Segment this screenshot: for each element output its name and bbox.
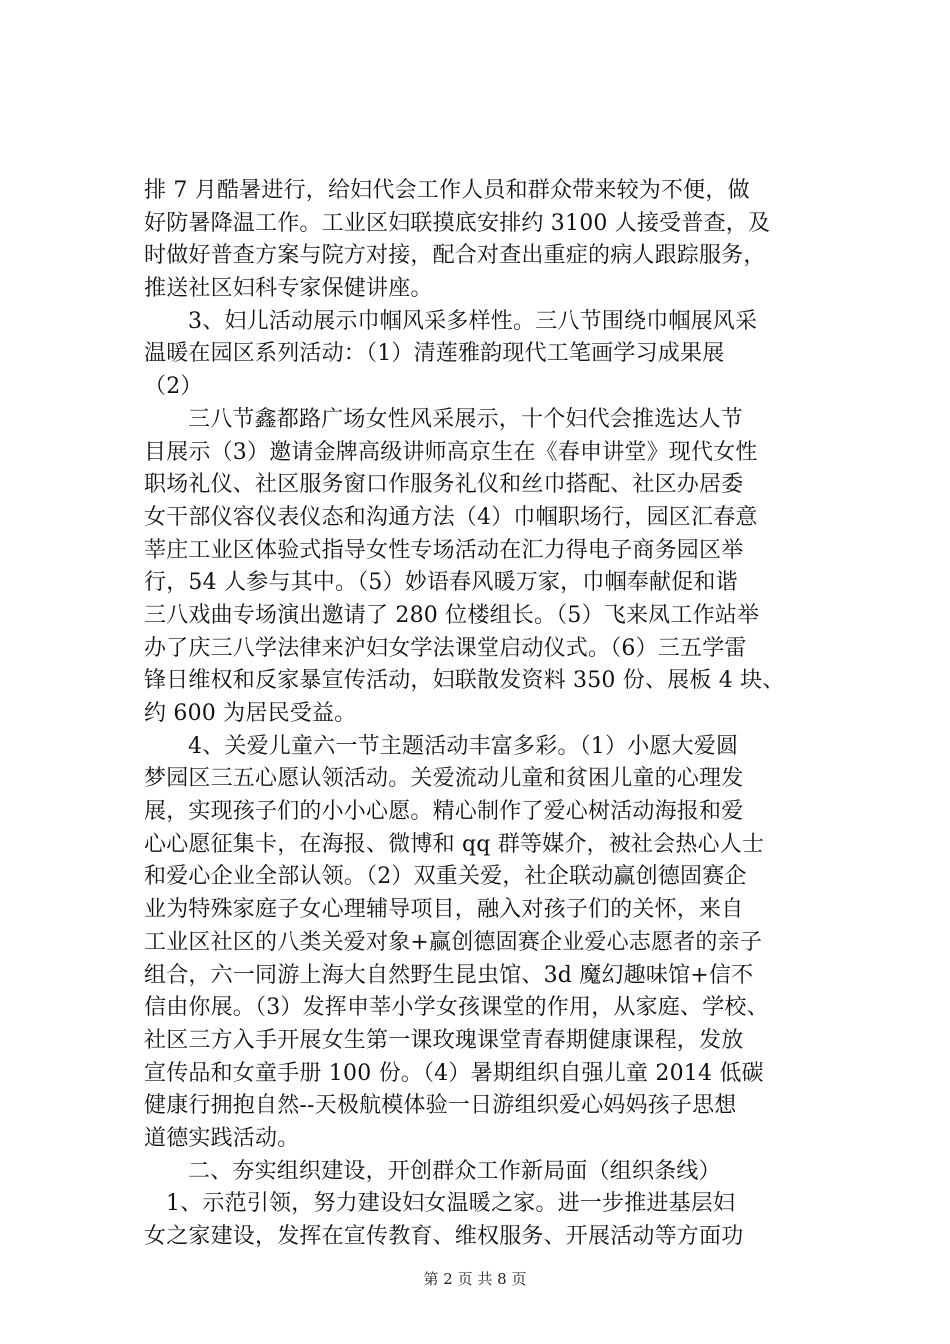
body-line: 职场礼仪、社区服务窗口作服务礼仪和丝巾搭配、社区办居委 xyxy=(144,472,744,498)
body-line: 1、示范引领，努力建设妇女温暖之家。进一步推进基层妇 xyxy=(166,1191,736,1217)
body-line: 道德实践活动。 xyxy=(144,1125,300,1151)
body-line: 时做好普查方案与院方对接，配合对查出重症的病人跟踪服务， xyxy=(144,243,766,269)
body-line: 女之家建设，发挥在宣传教育、维权服务、开展活动等方面功 xyxy=(144,1224,744,1249)
body-line: 业为特殊家庭子女心理辅导项目，融入对孩子们的关怀，来自 xyxy=(144,897,744,923)
body-line: 排 7 月酷暑进行，给妇代会工作人员和群众带来较为不便，做 xyxy=(144,178,750,203)
body-line: 健康行拥抱自然--天极航模体验一日游组织爱心妈妈孩子思想 xyxy=(144,1093,737,1119)
body-line: 办了庆三八学法律来沪妇女学法课堂启动仪式。（6）三五学雷 xyxy=(144,635,747,661)
document-body xyxy=(144,175,834,1254)
body-line: 行，54 人参与其中。（5）妙语春风暖万家，巾帼奉献促和谐 xyxy=(144,570,738,596)
body-line: 女干部仪容仪表仪态和沟通方法（4）巾帼职场行，园区汇春意 xyxy=(144,504,758,530)
body-line: 莘庄工业区体验式指导女性专场活动在汇力得电子商务园区举 xyxy=(144,537,744,563)
body-line: （2） xyxy=(144,374,203,400)
body-line: 信由你展。（3）发挥申莘小学女孩课堂的作用，从家庭、学校、 xyxy=(144,995,769,1021)
section-heading: 二、夯实组织建设，开创群众工作新局面（组织条线） xyxy=(188,1158,721,1184)
body-line: 好防暑降温工作。工业区妇联摸底安排约 3100 人接受普查，及 xyxy=(144,210,771,236)
body-line: 工业区社区的八类关爱对象+赢创德固赛企业爱心志愿者的亲子 xyxy=(144,929,763,955)
page-number-footer: 第 2 页 共 8 页 xyxy=(423,1270,527,1288)
body-line: 三八戏曲专场演出邀请了 280 位楼组长。（5）飞来凤工作站举 xyxy=(144,602,760,628)
body-line: 3、妇儿活动展示巾帼风采多样性。三八节围绕巾帼展风采 xyxy=(188,308,758,334)
body-line: 宣传品和女童手册 100 份。（4）暑期组织自强儿童 2014 低碳 xyxy=(144,1060,764,1086)
body-line: 三八节鑫都路广场女性风采展示，十个妇代会推选达人节 xyxy=(188,406,744,432)
body-line: 梦园区三五心愿认领活动。关爱流动儿童和贫困儿童的心理发 xyxy=(144,766,744,792)
body-line: 展，实现孩子们的小小心愿。精心制作了爱心树活动海报和爱 xyxy=(144,799,744,825)
body-line: 4、关爱儿童六一节主题活动丰富多彩。（1）小愿大爱圆 xyxy=(188,733,739,759)
body-line: 推送社区妇科专家保健讲座。 xyxy=(144,276,433,302)
body-line: 目展示（3）邀请金牌高级讲师高京生在《春申讲堂》现代女性 xyxy=(144,439,758,465)
body-line: 心心愿征集卡，在海报、微博和 qq 群等媒介，被社会热心人士 xyxy=(144,831,765,857)
body-line: 温暖在园区系列活动：（1）清莲雅韵现代工笔画学习成果展 xyxy=(144,341,725,367)
body-line: 社区三方入手开展女生第一课玫瑰课堂青春期健康课程，发放 xyxy=(144,1027,744,1053)
body-line: 和爱心企业全部认领。（2）双重关爱，社企联动赢创德固赛企 xyxy=(144,864,747,890)
body-line: 约 600 为居民受益。 xyxy=(144,701,357,726)
body-line: 组合，六一同游上海大自然野生昆虫馆、3d 魔幻趣味馆+信不 xyxy=(144,962,754,988)
body-line: 锋日维权和反家暴宣传活动，妇联散发资料 350 份、展板 4 块、 xyxy=(144,668,785,694)
